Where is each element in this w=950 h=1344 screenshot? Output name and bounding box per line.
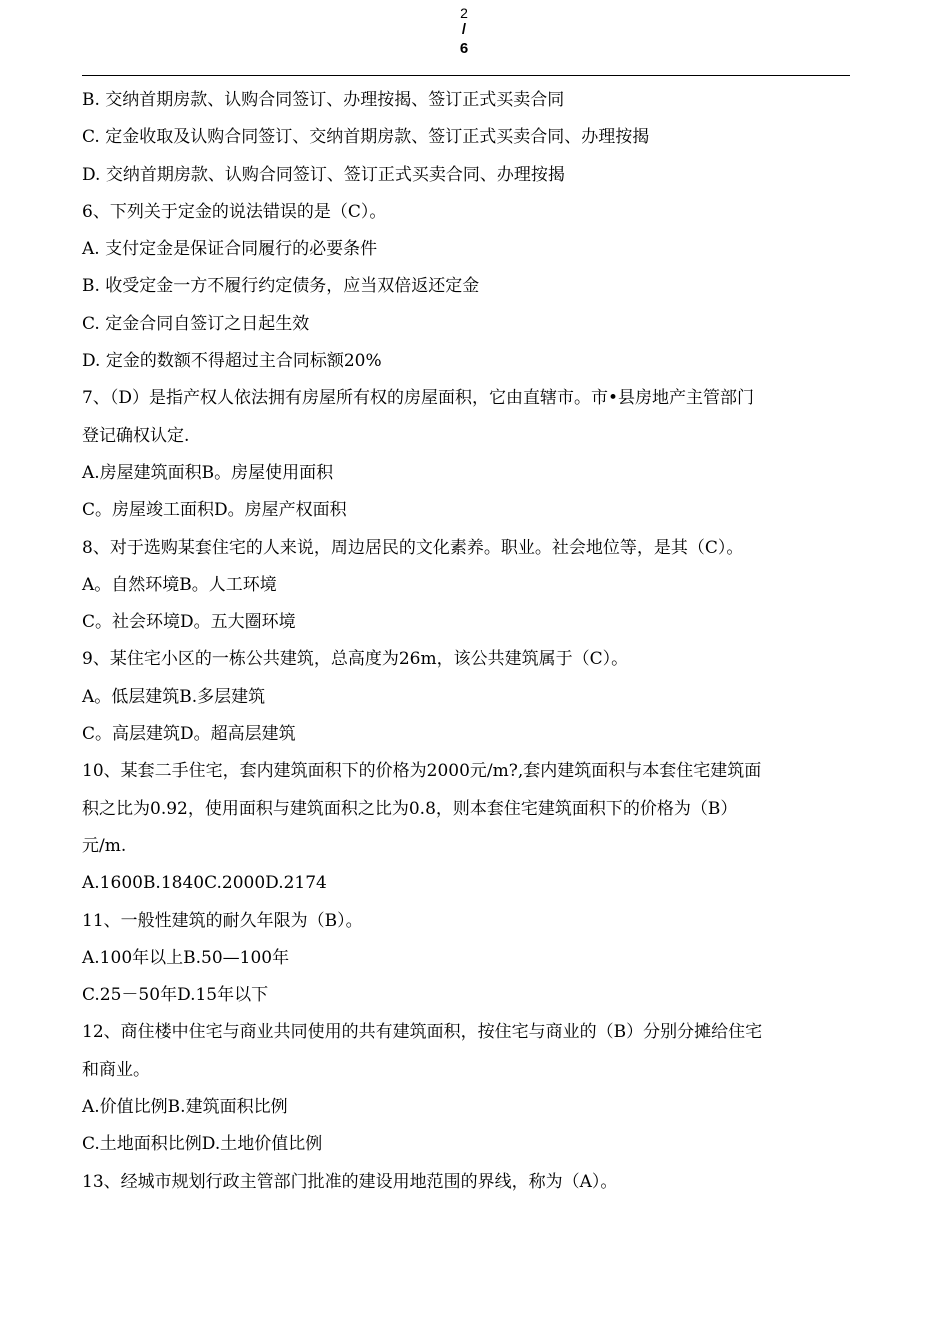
text-line: 积之比为0.92，使用面积与建筑面积之比为0.8，则本套住宅建筑面积下的价格为（B） [82, 798, 738, 819]
document-body [82, 82, 852, 1201]
text-line: A. 支付定金是保证合同履行的必要条件 [82, 239, 378, 260]
text-line: A.价值比例B.建筑面积比例 [82, 1097, 288, 1118]
text-line: C。社会环境D。五大圈环境 [82, 612, 296, 633]
question-7: 7、（D）是指产权人依法拥有房屋所有权的房屋面积，它由直辖市。市•县房地产主管部门 [82, 388, 754, 409]
text-line: D. 定金的数额不得超过主合同标额20% [82, 351, 382, 372]
text-line: D. 交纳首期房款、认购合同签订、签订正式买卖合同、办理按揭 [82, 164, 565, 185]
text-line: 元/m. [82, 835, 127, 856]
text-line: A。自然环境B。人工环境 [82, 574, 277, 595]
question-6: 6、下列关于定金的说法错误的是（C）。 [82, 201, 387, 222]
text-line: 登记确权认定. [82, 425, 190, 446]
question-8: 8、对于选购某套住宅的人来说，周边居民的文化素养。职业。社会地位等，是其（C）。 [82, 537, 744, 558]
question-9: 9、某住宅小区的一栋公共建筑，总高度为26m，该公共建筑属于（C）。 [82, 649, 629, 670]
text-line: C. 定金收取及认购合同签订、交纳首期房款、签订正式买卖合同、办理按揭 [82, 127, 650, 148]
text-line: A.房屋建筑面积B。房屋使用面积 [82, 462, 334, 483]
text-line: C。房屋竣工面积D。房屋产权面积 [82, 500, 347, 521]
page-number-current: 2 [460, 5, 468, 21]
text-line: C. 定金合同自签订之日起生效 [82, 313, 310, 334]
page-number-total: 6 [459, 40, 469, 57]
question-13: 13、经城市规划行政主管部门批准的建设用地范围的界线，称为（A）。 [82, 1171, 618, 1192]
text-line: B. 交纳首期房款、认购合同签订、办理按揭、签订正式买卖合同 [82, 90, 565, 110]
text-line: C.土地面积比例D.土地价值比例 [82, 1134, 323, 1155]
header-rule [82, 75, 850, 76]
question-10: 10、某套二手住宅，套内建筑面积下的价格为2000元/m?,套内建筑面积与本套住宅建筑面 [82, 761, 762, 782]
text-line: C.25－50年D.15年以下 [82, 985, 269, 1006]
text-line: C。高层建筑D。超高层建筑 [82, 724, 296, 745]
text-line: A。低层建筑B.多层建筑 [82, 686, 266, 707]
text-line: A.1600B.1840C.2000D.2174 [82, 873, 327, 894]
text-line: 和商业。 [82, 1059, 150, 1080]
page-number-separator: / [461, 21, 467, 38]
text-line: B. 收受定金一方不履行约定债务，应当双倍返还定金 [82, 276, 480, 297]
question-11: 11、一般性建筑的耐久年限为（B）。 [82, 910, 363, 931]
question-12: 12、商住楼中住宅与商业共同使用的共有建筑面积，按住宅与商业的（B）分别分摊给住宅 [82, 1022, 763, 1043]
text-line: A.100年以上B.50—100年 [82, 947, 290, 968]
